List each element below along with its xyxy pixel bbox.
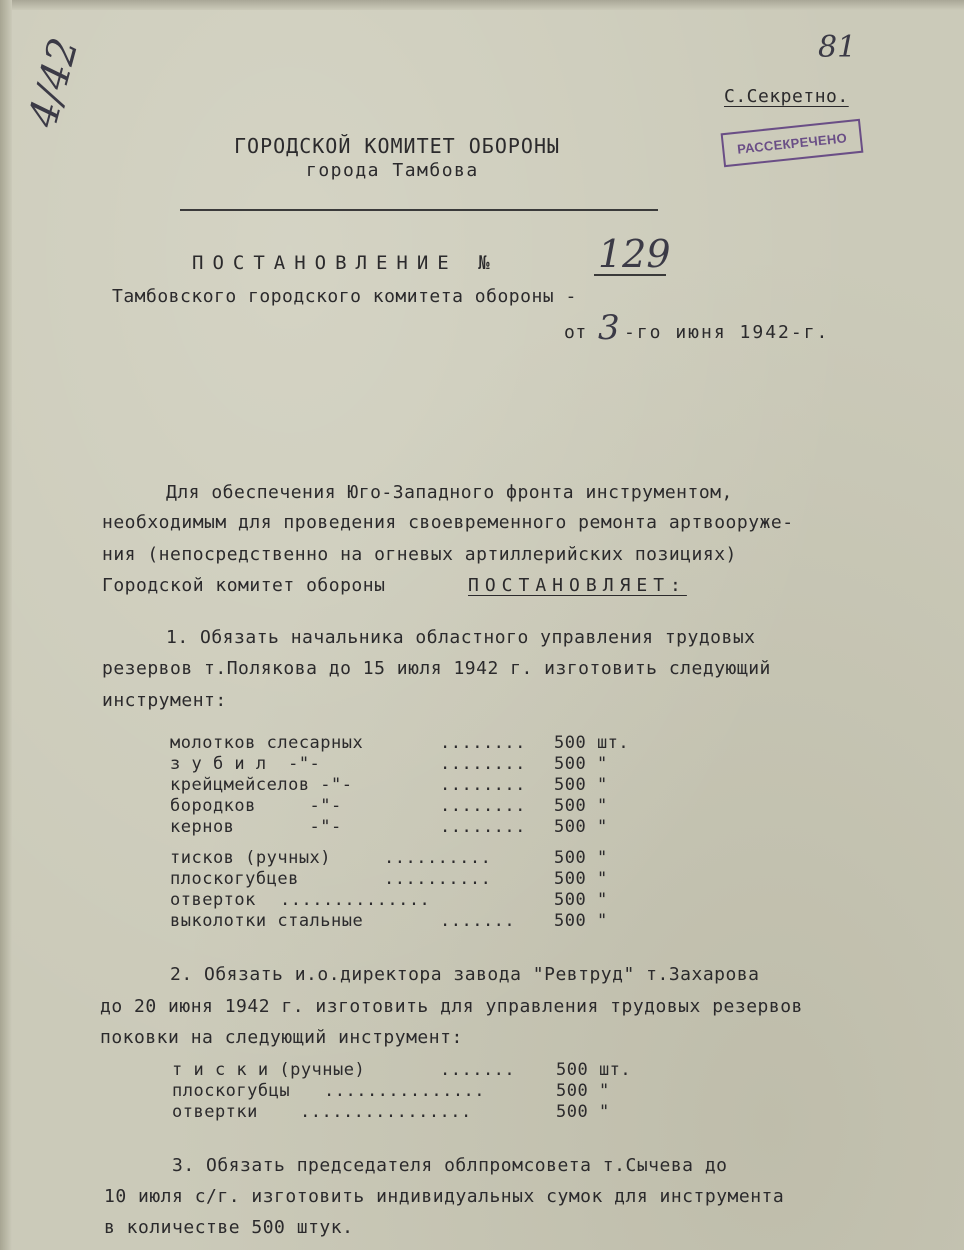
decree-number-line [594, 274, 666, 276]
tool-qty: 500 " [554, 890, 608, 910]
tool-qty: 500 " [556, 1102, 610, 1122]
tool-dots: ............... [324, 1081, 486, 1101]
page-edge-left [0, 0, 12, 1250]
tool-qty: 500 " [554, 754, 608, 774]
tool-name: тисков (ручных) [170, 848, 332, 868]
tool-name: отверток [170, 890, 256, 910]
item1-line: инструмент: [102, 690, 227, 711]
preamble-line: ния (непосредственно на огневых артиллерийских позициях) [102, 544, 737, 565]
decree-date-prefix: от [564, 322, 587, 343]
tool-dots: .......... [384, 869, 492, 889]
declassified-stamp: РАССЕКРЕЧЕНО [721, 119, 864, 167]
org-city: города Тамбова [306, 160, 479, 181]
item3-line: в количестве 500 штук. [104, 1217, 354, 1238]
header-divider [180, 209, 658, 211]
tool-name: плоскогубцев [170, 869, 299, 889]
tool-qty: 500 " [554, 869, 608, 889]
item1-line: резервов т.Полякова до 15 июля 1942 г. изготовить следующий [102, 658, 771, 679]
tool-qty: 500 " [556, 1081, 610, 1101]
tool-qty: 500 шт. [556, 1060, 632, 1080]
item2-line: до 20 июня 1942 г. изготовить для управления трудовых резервов [100, 996, 803, 1017]
tool-dots: .............. [280, 890, 431, 910]
decree-date-day: 3 [598, 308, 620, 348]
tool-name: молотков слесарных [170, 733, 364, 753]
tool-dots: ........ [440, 796, 526, 816]
secrecy-label: С.Секретно. [724, 86, 849, 107]
preamble-line: Для обеспечения Юго-Западного фронта инструментом, [166, 482, 733, 503]
tool-dots: ................ [300, 1102, 472, 1122]
tool-dots: ....... [440, 1060, 516, 1080]
tool-qty: 500 " [554, 911, 608, 931]
tool-name: крейцмейселов -"- [170, 775, 353, 795]
tool-qty: 500 " [554, 775, 608, 795]
tool-qty: 500 " [554, 848, 608, 868]
preamble-line: Городской комитет обороны [102, 575, 386, 596]
tool-dots: ........ [440, 754, 526, 774]
margin-note: 4/42 [20, 33, 88, 132]
item2-line: поковки на следующий инструмент: [100, 1027, 463, 1048]
tool-dots: ........ [440, 733, 526, 753]
tool-dots: .......... [384, 848, 492, 868]
item2-line: 2. Обязать и.о.директора завода "Ревтруд" т.Захарова [170, 964, 760, 985]
item3-line: 10 июля с/г. изготовить индивидуальных сумок для инструмента [104, 1186, 785, 1207]
tool-name: выколотки стальные [170, 911, 364, 931]
decree-number: 129 [598, 232, 671, 276]
decree-title: ПОСТАНОВЛЕНИЕ № [192, 252, 499, 274]
tool-name: кернов -"- [170, 817, 342, 837]
tool-dots: ....... [440, 911, 516, 931]
tool-qty: 500 шт. [554, 733, 630, 753]
item1-line: 1. Обязать начальника областного управления трудовых [166, 627, 756, 648]
page-edge-top [0, 0, 964, 10]
decree-subtitle: Тамбовского городского комитета обороны - [112, 286, 577, 307]
tool-name: т и с к и (ручные) [172, 1060, 366, 1080]
decree-date-suffix: -го июня 1942-г. [624, 322, 830, 343]
archive-page-number: 81 [818, 30, 857, 65]
tool-dots: ........ [440, 817, 526, 837]
tool-name: бородков -"- [170, 796, 342, 816]
tool-name: отвертки [172, 1102, 258, 1122]
resolves-word: ПОСТАНОВЛЯЕТ: [468, 575, 687, 596]
tool-qty: 500 " [554, 796, 608, 816]
tool-name: з у б и л -"- [170, 754, 321, 774]
tool-name: плоскогубцы [172, 1081, 291, 1101]
tool-dots: ........ [440, 775, 526, 795]
org-name: ГОРОДСКОЙ КОМИТЕТ ОБОРОНЫ [234, 134, 561, 158]
preamble-line: необходимым для проведения своевременного ремонта артвооруже- [102, 512, 794, 533]
item3-line: 3. Обязать председателя облпромсовета т.Сычева до [172, 1155, 728, 1176]
tool-qty: 500 " [554, 817, 608, 837]
